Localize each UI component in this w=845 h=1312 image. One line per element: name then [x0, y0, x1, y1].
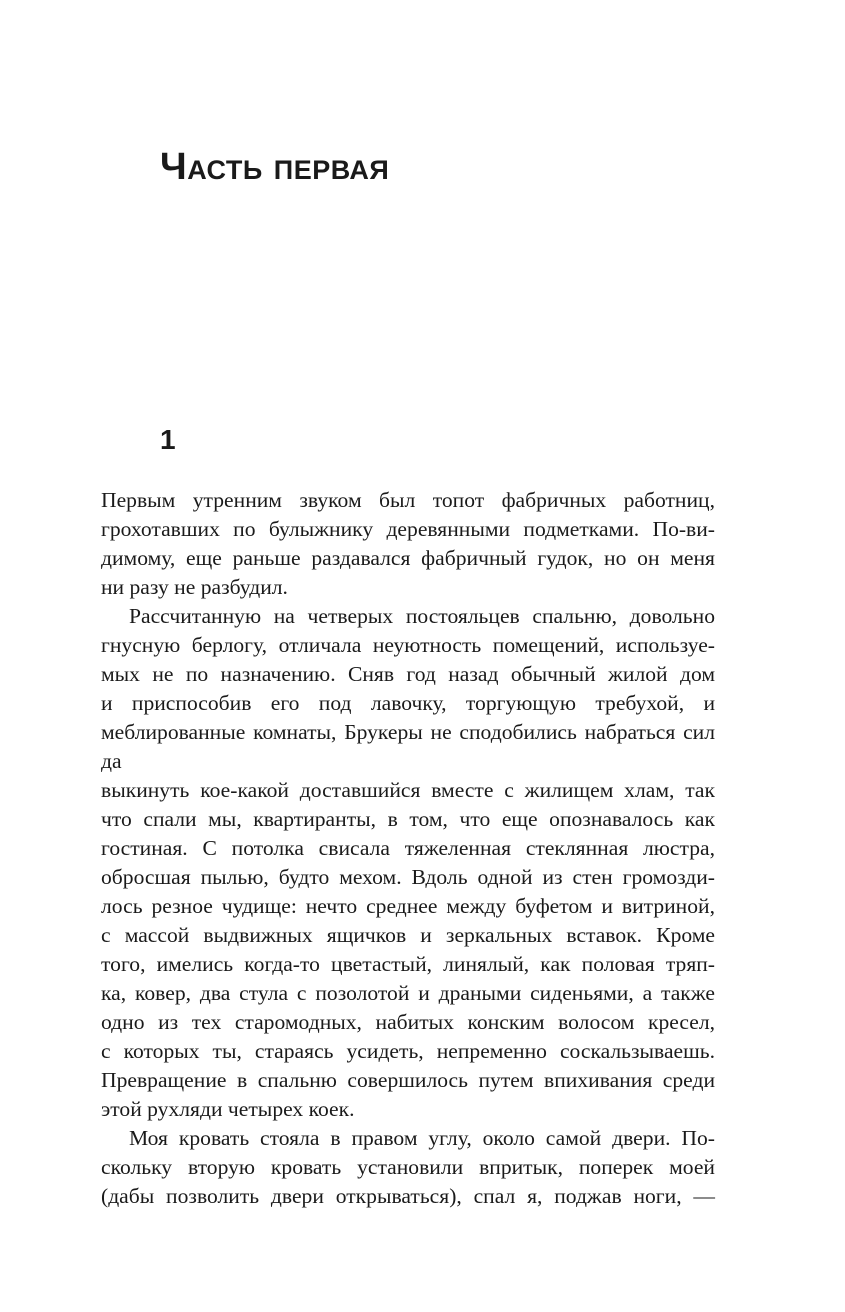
chapter-number: 1: [160, 424, 176, 455]
text-line: Моя кровать стояла в правом углу, около самой двери. По-: [129, 1126, 715, 1150]
text-line: гостиная. С потолка свисала тяжеленная стеклянная люстра,: [101, 836, 715, 860]
text-line: лось резное чудище: нечто среднее между буфетом и витриной,: [101, 894, 715, 918]
text-line: и приспособив его под лавочку, торгующую требухой, и меблированные комнаты, Брукеры не сподобились набраться сил да: [101, 691, 715, 773]
text-line: гнусную берлогу, отличала неуютность помещений, используе-: [101, 633, 715, 657]
text-line: с которых ты, стараясь усидеть, непременно соскальзываешь.: [101, 1039, 715, 1063]
text-line: того, имелись когда-то цветастый, линялый, как половая тряп-: [101, 952, 715, 976]
text-line: что спали мы, квартиранты, в том, что еще опознавалось как: [101, 807, 715, 831]
paragraph-2: [101, 602, 715, 1124]
part-title: Часть первая: [160, 146, 390, 188]
text-line: димому, еще раньше раздавался фабричный гудок, но он меня: [101, 546, 715, 570]
text-line: Превращение в спальню совершилось путем впихивания среди: [101, 1068, 715, 1092]
paragraph-1: [101, 486, 715, 602]
text-line: скольку вторую кровать установили впритык, поперек моей: [101, 1155, 715, 1179]
chapter-text: [101, 486, 715, 1211]
text-line: ка, ковер, два стула с позолотой и драными сиденьями, а также: [101, 981, 715, 1005]
text-line: ни разу не разбудил.: [101, 575, 288, 599]
text-line: этой рухляди четырех коек.: [101, 1097, 355, 1121]
text-line: грохотавших по булыжнику деревянными подметками. По-ви-: [101, 517, 715, 541]
text-line: с массой выдвижных ящичков и зеркальных вставок. Кроме: [101, 923, 715, 947]
text-line: Рассчитанную на четверых постояльцев спальню, довольно: [129, 604, 715, 628]
text-line: мых не по назначению. Сняв год назад обычный жилой дом: [101, 662, 715, 686]
paragraph-3: [101, 1124, 715, 1211]
text-line: выкинуть кое-какой доставшийся вместе с жилищем хлам, так: [101, 778, 715, 802]
text-line: Первым утренним звуком был топот фабричных работниц,: [101, 488, 715, 512]
text-line: обросшая пылью, будто мехом. Вдоль одной из стен громозди-: [101, 865, 715, 889]
text-line: одно из тех старомодных, набитых конским волосом кресел,: [101, 1010, 715, 1034]
text-line: (дабы позволить двери открываться), спал я, поджав ноги, —: [101, 1184, 715, 1208]
